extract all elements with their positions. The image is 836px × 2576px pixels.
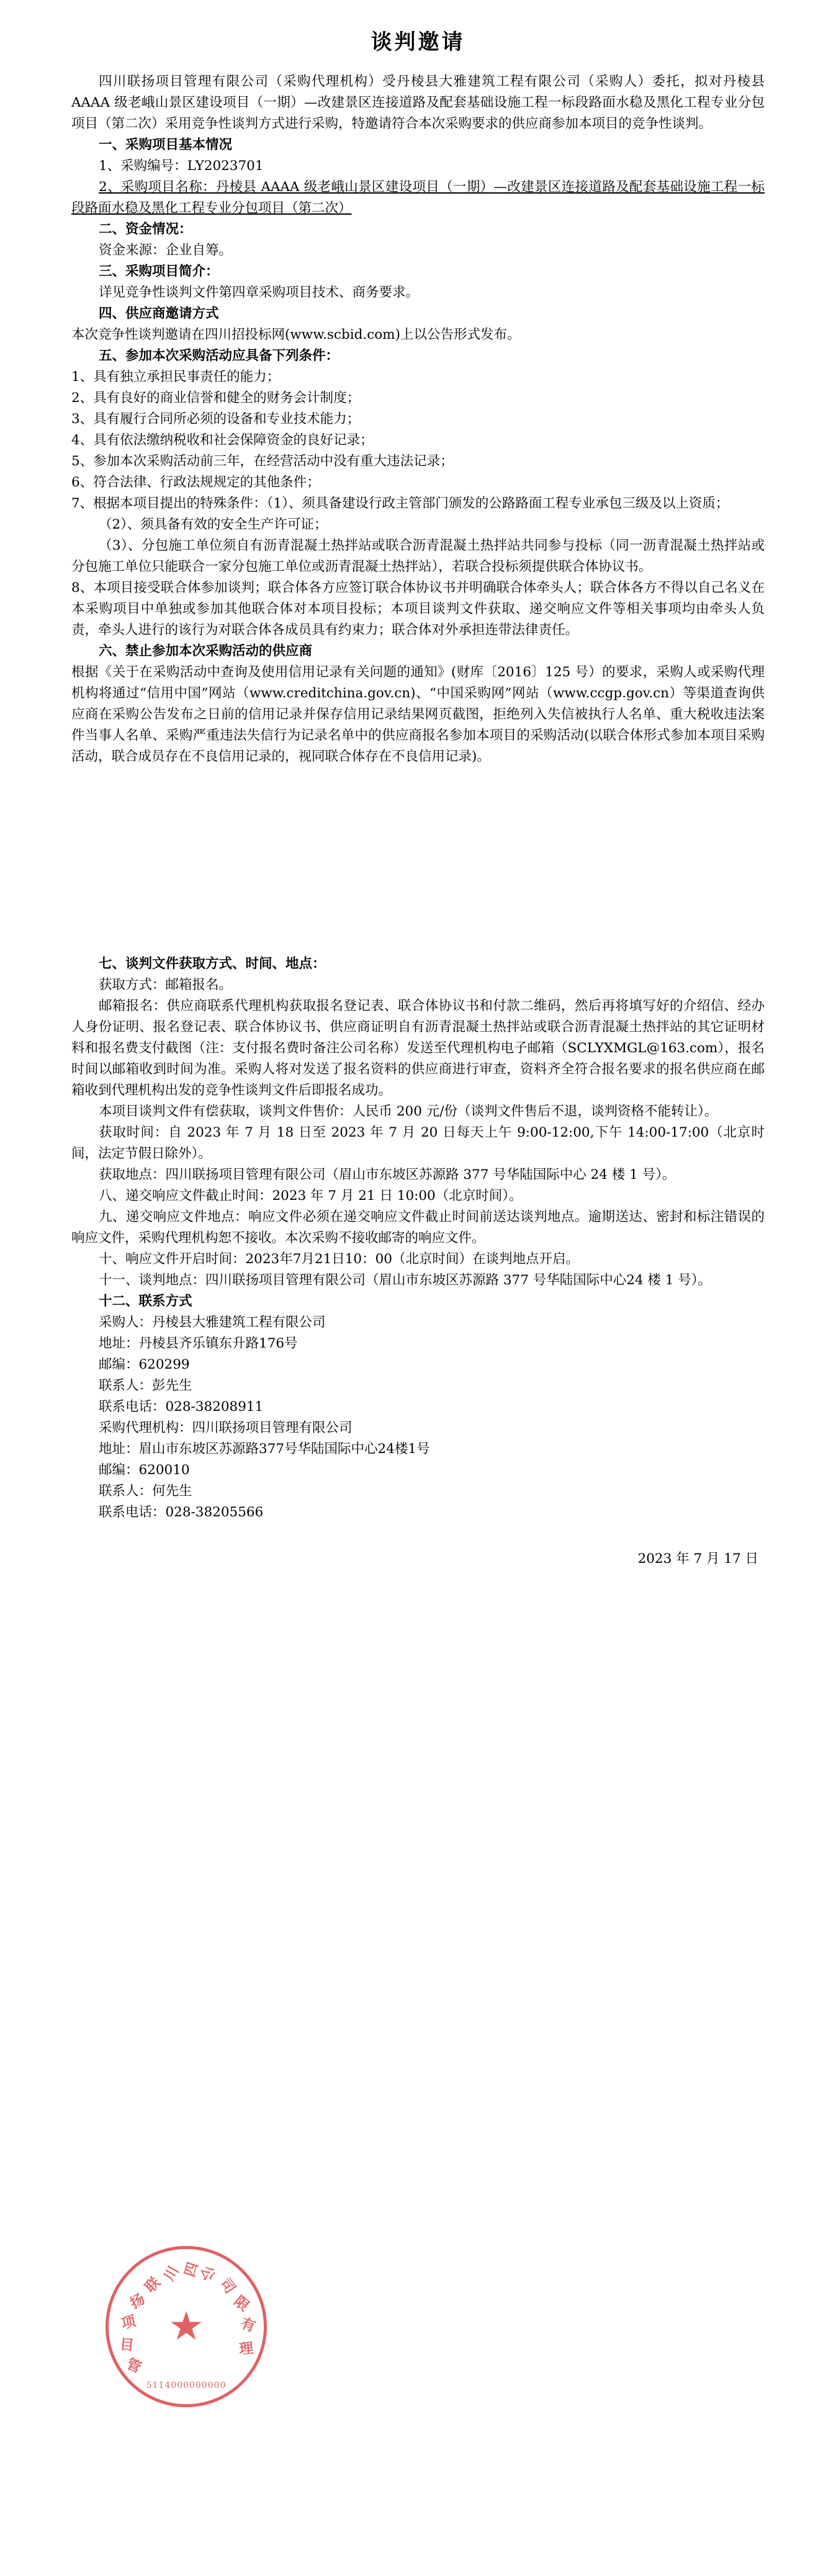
section-5-line-4: 4、具有依法缴纳税收和社会保障资金的良好记录； <box>71 432 374 448</box>
section-5-line-9: （3）、分包施工单位须自有沥青混凝土热拌站或联合沥青混凝土热拌站共同参与投标（同一沥青混凝土热拌站或分包施工单位只能联合一家分包施工单位或沥青混凝土热拌站），若联合投标须提供联合体协议书。 <box>71 538 765 575</box>
section-4-line-1: 本次竞争性谈判邀请在四川招投标网(www.scbid.com)上以公告形式发布。 <box>71 327 521 342</box>
section-heading-8: 八、递交响应文件截止时间：2023 年 7 月 21 日 10:00（北京时间）。 <box>99 1188 523 1204</box>
section-12-line-9: 联系人：何先生 <box>99 1483 192 1499</box>
seal-ring-text: 四 川 联 扬 项 目 管 公 司 限 有 理 <box>119 2260 258 2377</box>
section-2-line-1: 资金来源：企业自筹。 <box>99 243 233 258</box>
section-12-line-3: 邮编：620299 <box>99 1357 190 1372</box>
section-12-line-10: 联系电话：028-38205566 <box>99 1505 264 1520</box>
seal-star-icon: ★ <box>168 2304 204 2350</box>
section-5-line-10: 8、本项目接受联合体参加谈判；联合体各方应签订联合体协议书并明确联合体牵头人；联合体各方不得以自己名义在本采购项目中单独或参加其他联合体对本项目投标；本项目谈判文件获取、递交响应文件等相关事项均由牵头人负责，牵头人进行的该行为对联合体各成员具有约束力；联合体对外承担连带法律责任。 <box>71 580 765 638</box>
section-heading-12: 十二、联系方式 <box>99 1294 192 1309</box>
section-5-line-6: 6、符合法律、行政法规规定的其他条件； <box>71 475 320 490</box>
section-7-line-2: 邮箱报名：供应商联系代理机构获取报名登记表、联合体协议书和付款二维码，然后再将填写好的介绍信、经办人身份证明、报名登记表、联合体协议书、供应商证明自有沥青混凝土热拌站或联合沥青混凝土热拌站的其它证明材料和报名费支付截图（注：支付报名费时备注公司名称）发送至代理机构电子邮箱（SCLYXMGL@163.com），报名时间以邮箱收到时间为准。采购人将对发送了报名资料的供应商进行审查，资料齐全符合报名要求的报名供应商在邮箱收到代理机构出发的竞争性谈判文件后即报名成功。 <box>71 998 765 1098</box>
section-7-line-1: 获取方式：邮箱报名。 <box>99 977 233 993</box>
section-heading-4: 四、供应商邀请方式 <box>99 306 219 321</box>
section-12-line-5: 联系电话：028-38208911 <box>99 1399 264 1415</box>
section-12-line-2: 地址：丹棱县齐乐镇东升路176号 <box>99 1336 298 1351</box>
section-12-line-6: 采购代理机构：四川联扬项目管理有限公司 <box>99 1420 353 1436</box>
section-12-line-1: 采购人：丹棱县大雅建筑工程有限公司 <box>99 1315 326 1330</box>
section-1-line-2: 2、采购项目名称：丹棱县 AAAA 级老峨山景区建设项目（一期）—改建景区连接道路及配套基础设施工程一标段路面水稳及黑化工程专业分包项目（第二次） <box>71 179 765 216</box>
section-12-line-8: 邮编：620010 <box>99 1462 190 1478</box>
company-seal <box>106 2246 267 2407</box>
section-heading-7: 七、谈判文件获取方式、时间、地点： <box>99 956 326 972</box>
section-5-line-2: 2、具有良好的商业信誉和健全的财务会计制度； <box>71 390 361 406</box>
section-12-line-7: 地址：眉山市东坡区苏源路377号华陆国际中心24楼1号 <box>99 1441 430 1457</box>
section-7-line-5: 获取地点：四川联扬项目管理有限公司（眉山市东坡区苏源路 377 号华陆国际中心 24 楼 1 号）。 <box>99 1167 676 1183</box>
section-6-line-1: 根据《关于在采购活动中查询及使用信用记录有关问题的通知》(财库〔2016〕125 号）的要求，采购人或采购代理机构将通过“信用中国”网站（www.creditchina.gov.cn)、“中国采购网”网站（www.ccgp.gov.cn）等渠道查询供应商在采购公告发布之日前的信用记录并保存信用记录结果网页截图，拒绝列入失信被执行人名单、重大税收违法案件当事人名单、采购严重违法失信行为记录名单中的供应商报名参加本项目的采购活动(以联合体形式参加本项目采购活动，联合成员存在不良信用记录的，视同联合体存在不良信用记录)。 <box>71 664 765 764</box>
section-heading-6: 六、禁止参加本次采购活动的供应商 <box>99 643 313 659</box>
section-1-line-1: 1、采购编号：LY2023701 <box>99 158 264 174</box>
section-5-line-1: 1、具有独立承担民事责任的能力； <box>71 369 281 385</box>
page-break-space <box>71 767 765 954</box>
section-heading-1: 一、采购项目基本情况 <box>99 137 233 153</box>
section-7-line-3: 本项目谈判文件有偿获取，谈判文件售价：人民币 200 元/份（谈判文件售后不退，谈判资格不能转让）。 <box>99 1104 718 1119</box>
section-12-line-4: 联系人：彭先生 <box>99 1378 192 1393</box>
section-5-line-3: 3、具有履行合同所必须的设备和专业技术能力； <box>71 411 361 427</box>
intro-paragraph: 四川联扬项目管理有限公司（采购代理机构）受丹棱县大雅建筑工程有限公司（采购人）委托，拟对丹棱县 AAAA 级老峨山景区建设项目（一期）—改建景区连接道路及配套基础设施工程一标段路面水稳及黑化工程专业分包项目（第二次）采用竞争性谈判方式进行采购，特邀请符合本次采购要求的供应商参加本项目的竞争性谈判。 <box>71 74 765 132</box>
section-5-line-5: 5、参加本次采购活动前三年，在经营活动中没有重大违法记录； <box>71 454 454 469</box>
section-heading-9: 九、递交响应文件地点：响应文件必须在递交响应文件截止时间前送达谈判地点。逾期送达、密封和标注错误的响应文件，采购代理机构恕不接收。本次采购不接收邮寄的响应文件。 <box>71 1209 765 1246</box>
section-heading-3: 三、采购项目简介： <box>99 264 219 279</box>
section-heading-11: 十一、谈判地点：四川联扬项目管理有限公司（眉山市东坡区苏源路 377 号华陆国际中心24 楼 1 号）。 <box>99 1272 711 1288</box>
signature-date: 2023 年 7 月 17 日 <box>637 1551 758 1567</box>
section-5-line-8: （2）、须具备有效的安全生产许可证； <box>99 517 328 532</box>
section-heading-10: 十、响应文件开启时间：2023年7月21日10：00（北京时间）在谈判地点开启。 <box>99 1251 579 1267</box>
section-3-line-1: 详见竞争性谈判文件第四章采购项目技术、商务要求。 <box>99 285 420 300</box>
seal-number: 5114000000000 <box>146 2381 227 2390</box>
page-title: 谈判邀请 <box>371 30 465 55</box>
section-5-line-7: 7、根据本项目提出的特殊条件：（1）、须具备建设行政主管部门颁发的公路路面工程专业承包三级及以上资质； <box>71 496 729 511</box>
section-7-line-4: 获取时间：自 2023 年 7 月 18 日至 2023 年 7 月 20 日每天上午 9:00-12:00,下午 14:00-17:00（北京时间，法定节假日除外）。 <box>71 1125 765 1161</box>
section-heading-2: 二、资金情况： <box>99 221 192 237</box>
section-heading-5: 五、参加本次采购活动应具备下列条件： <box>99 348 339 364</box>
